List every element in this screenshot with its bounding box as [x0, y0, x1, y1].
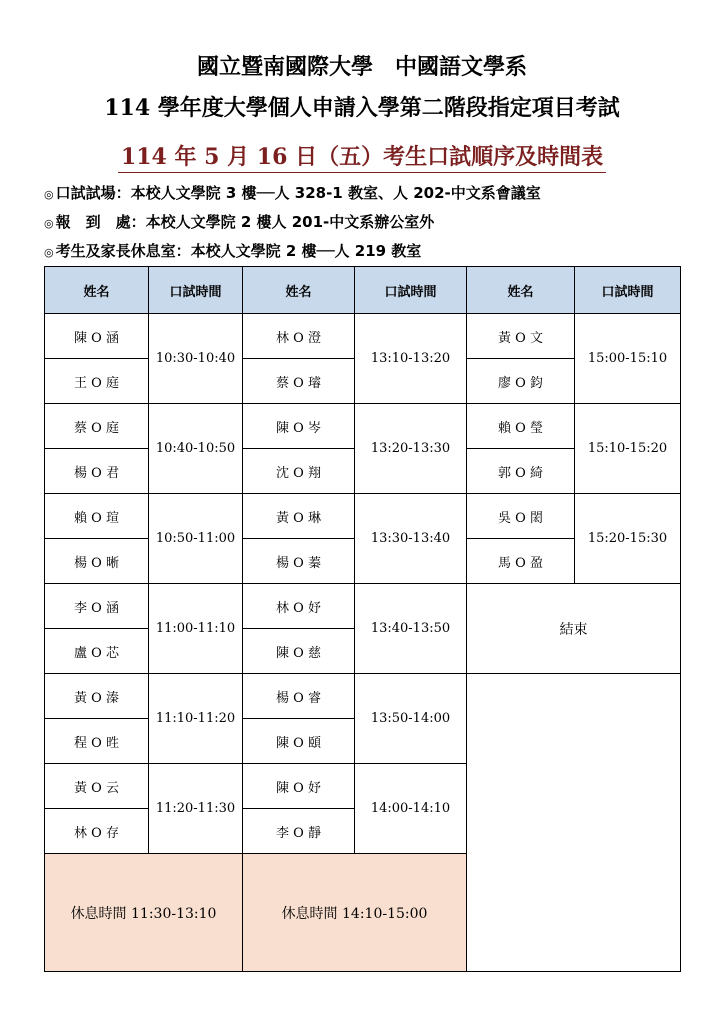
interview-time: 14:00-14:10	[355, 764, 467, 854]
header-name: 姓名	[467, 267, 575, 314]
info-checkin	[44, 211, 434, 232]
header-name: 姓名	[45, 267, 149, 314]
candidate-name: 程 O 甠	[45, 719, 149, 764]
candidate-name: 李 O 靜	[243, 809, 355, 854]
venue-text: 口試試場：本校人文學院 3 樓──人 328-1 教室、人 202-中文系會議室	[55, 184, 541, 202]
checkin-text: 報 到 處：本校人文學院 2 樓人 201-中文系辦公室外	[55, 213, 435, 231]
candidate-name: 沈 O 翔	[243, 449, 355, 494]
candidate-name: 陳 O 慈	[243, 629, 355, 674]
empty-cell	[467, 674, 681, 972]
interview-time: 11:10-11:20	[149, 674, 243, 764]
candidate-name: 陳 O 岑	[243, 404, 355, 449]
header-time: 口試時間	[575, 267, 681, 314]
candidate-name: 林 O 澄	[243, 314, 355, 359]
candidate-name: 黃 O 云	[45, 764, 149, 809]
table-row	[45, 494, 681, 539]
interview-time: 15:00-15:10	[575, 314, 681, 404]
candidate-name: 蔡 O 庭	[45, 404, 149, 449]
candidate-name: 賴 O 瑄	[45, 494, 149, 539]
candidate-name: 廖 O 鈞	[467, 359, 575, 404]
candidate-name: 吳 O 閎	[467, 494, 575, 539]
header-row	[45, 267, 681, 314]
candidate-name: 黃 O 琳	[243, 494, 355, 539]
candidate-name: 賴 O 瑩	[467, 404, 575, 449]
end-cell: 結束	[467, 584, 681, 674]
interview-time: 10:40-10:50	[149, 404, 243, 494]
interview-time: 10:50-11:00	[149, 494, 243, 584]
table-row	[45, 584, 681, 629]
interview-time: 13:50-14:00	[355, 674, 467, 764]
table-row	[45, 404, 681, 449]
interview-time: 13:10-13:20	[355, 314, 467, 404]
candidate-name: 陳 O 頤	[243, 719, 355, 764]
interview-time: 11:20-11:30	[149, 764, 243, 854]
schedule-title: 114 年 5 月 16 日（五）考生口試順序及時間表	[120, 144, 604, 170]
candidate-name: 林 O 妤	[243, 584, 355, 629]
bullet-icon: ◎	[44, 217, 54, 230]
schedule-table	[44, 266, 681, 972]
interview-time: 13:20-13:30	[355, 404, 467, 494]
candidate-name: 盧 O 芯	[45, 629, 149, 674]
exam-title: 114 學年度大學個人申請入學第二階段指定項目考試	[104, 95, 620, 121]
interview-time: 15:10-15:20	[575, 404, 681, 494]
header-time: 口試時間	[355, 267, 467, 314]
candidate-name: 楊 O 晰	[45, 539, 149, 584]
candidate-name: 黃 O 溱	[45, 674, 149, 719]
header-name: 姓名	[243, 267, 355, 314]
candidate-name: 郭 O 綺	[467, 449, 575, 494]
lounge-text: 考生及家長休息室：本校人文學院 2 樓──人 219 教室	[55, 242, 422, 260]
header-time: 口試時間	[149, 267, 243, 314]
candidate-name: 黃 O 文	[467, 314, 575, 359]
candidate-name: 馬 O 盈	[467, 539, 575, 584]
candidate-name: 楊 O 蓁	[243, 539, 355, 584]
dept-title: 國立暨南國際大學 中國語文學系	[196, 54, 527, 80]
table-row	[45, 674, 681, 719]
info-venue	[44, 182, 541, 203]
title-underline	[118, 172, 606, 173]
info-lounge	[44, 240, 421, 261]
interview-time: 15:20-15:30	[575, 494, 681, 584]
bullet-icon: ◎	[44, 246, 54, 259]
interview-time: 11:00-11:10	[149, 584, 243, 674]
candidate-name: 陳 O 涵	[45, 314, 149, 359]
candidate-name: 陳 O 妤	[243, 764, 355, 809]
candidate-name: 李 O 涵	[45, 584, 149, 629]
break-cell-morning: 休息時間 11:30-13:10	[45, 854, 243, 972]
candidate-name: 楊 O 君	[45, 449, 149, 494]
interview-time: 13:40-13:50	[355, 584, 467, 674]
interview-time: 13:30-13:40	[355, 494, 467, 584]
candidate-name: 蔡 O 璿	[243, 359, 355, 404]
candidate-name: 王 O 庭	[45, 359, 149, 404]
candidate-name: 林 O 存	[45, 809, 149, 854]
break-cell-afternoon: 休息時間 14:10-15:00	[243, 854, 467, 972]
bullet-icon: ◎	[44, 188, 54, 201]
table-row	[45, 314, 681, 359]
interview-time: 10:30-10:40	[149, 314, 243, 404]
candidate-name: 楊 O 睿	[243, 674, 355, 719]
